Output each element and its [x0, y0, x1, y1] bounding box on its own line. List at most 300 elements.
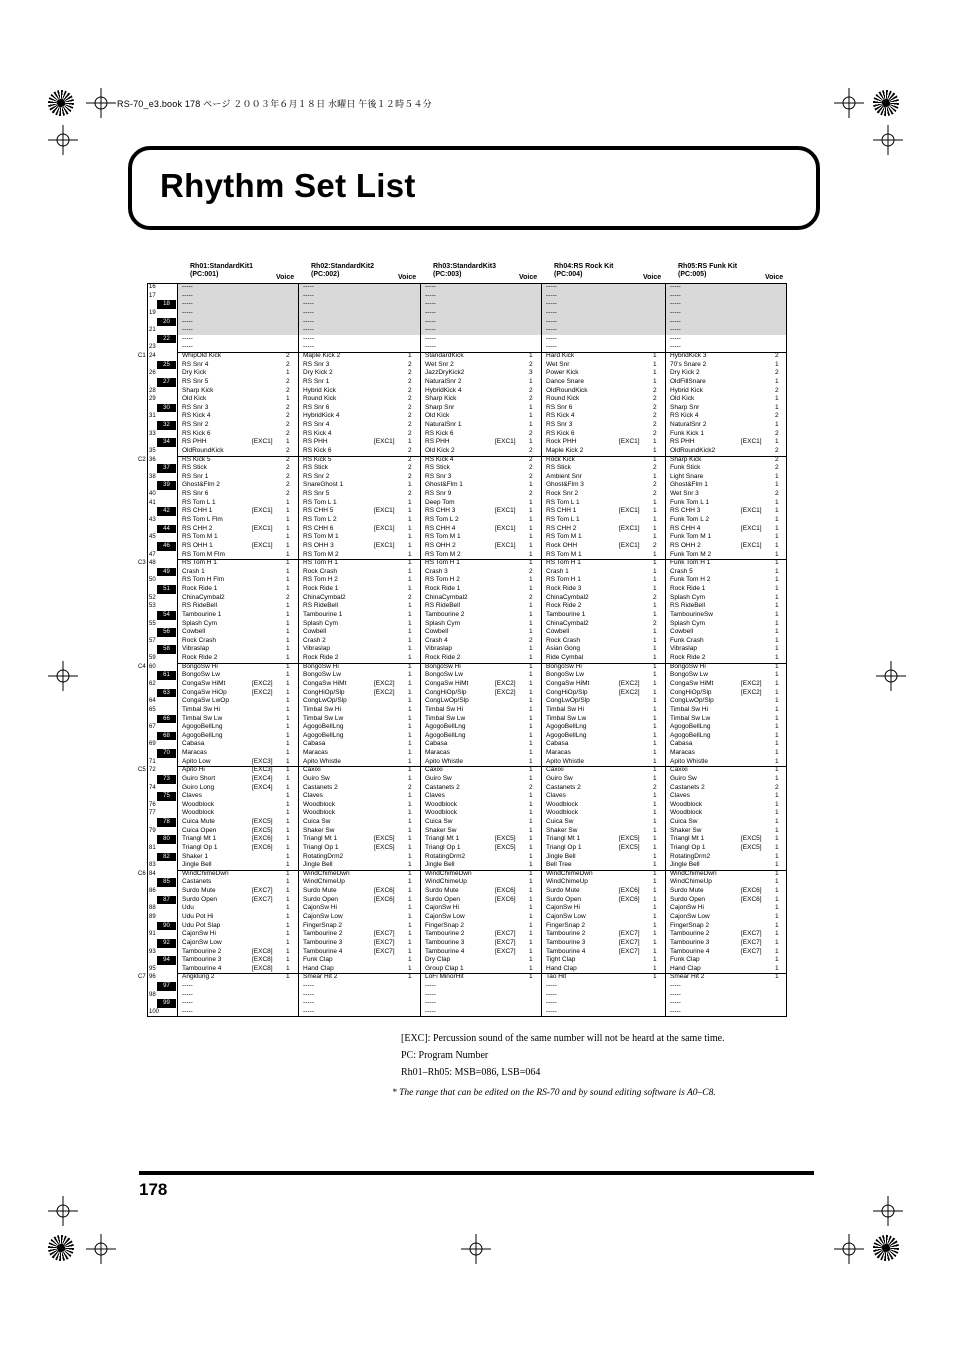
instrument-name: Tambourine 2	[546, 930, 586, 938]
voice-count: 1	[408, 524, 412, 532]
note-number: 24	[149, 353, 156, 360]
voice-count: 1	[529, 826, 533, 834]
instrument-name: WindChimeDwn	[425, 869, 472, 877]
instrument-name: ChinaCymbal2	[303, 593, 346, 601]
instrument-name: RS Tom M 1	[546, 533, 582, 541]
instrument-name: RS Snr 3	[546, 421, 573, 429]
instrument-name: Rock Ride 1	[303, 585, 339, 593]
note-number: 56	[157, 628, 176, 637]
instrument-name: Vibraslap	[425, 645, 452, 653]
exc-group: [EXC1]	[252, 438, 273, 446]
voice-count: 1	[529, 377, 533, 385]
exc-group: [EXC1]	[741, 438, 762, 446]
instrument-name: Triangl Op 1	[303, 843, 339, 851]
voice-count: 1	[408, 654, 412, 662]
note-number: 67	[149, 724, 156, 731]
instrument-name: Surdo Mute	[182, 887, 216, 895]
voice-count: 1	[408, 697, 412, 705]
voice-count: 1	[653, 964, 657, 972]
voice-count: 1	[775, 904, 779, 912]
instrument-name: Bell Tree	[546, 861, 572, 869]
note-number: 39	[157, 481, 176, 490]
instrument-name: Castanets	[182, 878, 212, 886]
instrument-name: Triangl Mt 1	[425, 835, 460, 843]
note-number: 22	[157, 335, 176, 344]
voice-count: 1	[653, 516, 657, 523]
instrument-name: Guiro Sw	[303, 774, 330, 782]
kit-pc: (PC:002)	[311, 271, 340, 278]
voice-count: 1	[529, 403, 533, 411]
registration-mark-icon	[873, 90, 899, 116]
voice-count: 1	[529, 628, 533, 636]
exc-group: [EXC6]	[741, 895, 762, 903]
instrument-name: Crash 1	[546, 567, 569, 575]
voice-count: 1	[286, 576, 290, 584]
voice-count: 1	[286, 671, 290, 679]
voice-count: 1	[408, 516, 412, 523]
instrument-name: CajonSw Hi	[425, 904, 459, 912]
voice-count: 2	[408, 386, 412, 394]
instrument-name: -----	[425, 326, 436, 334]
instrument-name: Crash 1	[182, 567, 205, 575]
instrument-name: Surdo Open	[303, 895, 339, 903]
note-number: 70	[157, 749, 176, 758]
voice-count: 1	[529, 774, 533, 782]
instrument-name: -----	[303, 308, 314, 316]
instrument-name: AgogoBellLng	[425, 731, 466, 739]
voice-count: 1	[775, 472, 779, 480]
voice-count: 1	[408, 964, 412, 972]
voice-count: 1	[775, 524, 779, 532]
instrument-name: Sharp Kick	[670, 455, 702, 463]
voice-count: 2	[286, 593, 290, 601]
instrument-name: Tambourine 2	[303, 930, 343, 938]
voice-count: 1	[775, 507, 779, 515]
note-number: 38	[149, 473, 156, 480]
voice-count: 1	[775, 438, 779, 446]
instrument-name: RotatingDrm2	[303, 852, 344, 860]
voice-count: 2	[408, 412, 412, 420]
voice-count: 1	[286, 550, 290, 558]
voice-count: 1	[408, 645, 412, 653]
instrument-name: Apito Whistle	[303, 757, 341, 765]
instrument-name: Funk Crash	[670, 636, 704, 644]
instrument-name: FingerSnap 2	[425, 921, 465, 929]
note-number: 31	[149, 413, 156, 420]
exc-group: [EXC5]	[741, 835, 762, 843]
note-number: 78	[157, 818, 176, 827]
instrument-name: Wet Snr 2	[425, 360, 454, 368]
voice-count: 1	[653, 766, 657, 774]
voice-count: 1	[653, 602, 657, 610]
voice-count: 2	[286, 429, 290, 437]
instrument-name: ChinaCymbal2	[182, 593, 225, 601]
instrument-name: CongLwOp/Slp	[670, 697, 714, 705]
voice-count: 1	[408, 705, 412, 713]
voice-count: 1	[286, 956, 290, 964]
voice-count: 1	[286, 904, 290, 912]
voice-count: 1	[529, 662, 533, 670]
exc-group: [EXC4]	[252, 783, 273, 791]
instrument-name: BongoSw Hi	[670, 662, 706, 670]
instrument-name: Vibraslap	[182, 645, 209, 653]
instrument-name: StandardKick	[425, 352, 464, 360]
instrument-name: Claves	[303, 792, 323, 800]
exc-group: [EXC7]	[741, 930, 762, 938]
note-number: 95	[149, 965, 156, 972]
instrument-name: -----	[425, 317, 436, 325]
octave-label: C4	[138, 663, 146, 670]
voice-count: 2	[529, 783, 533, 791]
instrument-name: WindChimeDwn	[182, 869, 229, 877]
voice-count: 1	[775, 714, 779, 722]
voice-count: 1	[653, 792, 657, 800]
exc-group: [EXC7]	[741, 947, 762, 955]
voice-count: 1	[286, 930, 290, 938]
voice-count: 1	[286, 507, 290, 515]
instrument-name: Ghost&Flm 3	[546, 481, 584, 489]
instrument-name: BongoSw Hi	[182, 662, 218, 670]
instrument-name: FingerSnap 2	[546, 921, 586, 929]
instrument-name: Castanets 2	[425, 783, 460, 791]
instrument-name: Tambourine 2	[425, 930, 465, 938]
instrument-name: Cuica Sw	[670, 818, 698, 826]
instrument-name: ChinaCymbal2	[546, 593, 589, 601]
instrument-name: -----	[670, 343, 681, 351]
instrument-name: Tambourine 1	[182, 610, 222, 618]
voice-count: 1	[653, 507, 657, 515]
instrument-name: Wet Snr	[546, 360, 570, 368]
exc-group: [EXC2]	[619, 679, 640, 687]
instrument-name: -----	[182, 317, 193, 325]
exc-group: [EXC7]	[252, 895, 273, 903]
instrument-name: -----	[182, 308, 193, 316]
instrument-name: Splash Cym	[303, 619, 339, 627]
octave-label: C2	[138, 456, 146, 463]
instrument-name: 70's Snare 2	[670, 360, 707, 368]
note-number: 36	[149, 456, 156, 463]
instrument-name: RS PHH	[425, 438, 450, 446]
note-number: 21	[149, 327, 156, 334]
instrument-name: Guiro Sw	[425, 774, 452, 782]
voice-count: 1	[408, 921, 412, 929]
instrument-name: Rock Ride 2	[670, 654, 706, 662]
voice-count: 2	[653, 429, 657, 437]
instrument-name: Triangl Op 1	[425, 843, 461, 851]
note-number: 20	[157, 318, 176, 327]
instrument-name: RS Snr 5	[182, 377, 209, 385]
instrument-name: CongaSw HiMt	[182, 679, 226, 687]
voice-count: 1	[408, 861, 412, 869]
voice-count: 1	[529, 904, 533, 912]
voice-count: 1	[408, 852, 412, 860]
note-pc: PC: Program Number	[401, 1050, 489, 1061]
voice-count: 1	[529, 912, 533, 920]
note-exc: [EXC]: Percussion sound of the same number will not be heard at the same time.	[401, 1033, 725, 1044]
instrument-name: RS Snr 3	[425, 472, 452, 480]
instrument-name: -----	[546, 283, 557, 290]
exc-group: [EXC5]	[495, 843, 516, 851]
footnote: * The range that can be edited on the RS-70 and by sound editing software is A0–C8.	[392, 1088, 716, 1098]
instrument-name: RS RideBell	[425, 602, 461, 610]
instrument-name: -----	[425, 982, 436, 990]
voice-count: 1	[286, 973, 290, 981]
instrument-name: -----	[546, 300, 557, 308]
voice-count: 1	[653, 973, 657, 981]
voice-count: 2	[286, 490, 290, 498]
voice-count: 2	[286, 412, 290, 420]
voice-count: 1	[653, 645, 657, 653]
exc-group: [EXC5]	[252, 818, 273, 826]
voice-count: 1	[286, 369, 290, 377]
voice-count: 1	[653, 731, 657, 739]
voice-count: 2	[286, 455, 290, 463]
note-number: 53	[149, 603, 156, 610]
note-number: 18	[157, 300, 176, 309]
voice-count: 1	[529, 610, 533, 618]
note-number: 90	[157, 922, 176, 931]
instrument-name: Dry Kick 2	[303, 369, 333, 377]
voice-count: 1	[529, 930, 533, 938]
instrument-name: RS Kick 6	[303, 446, 332, 454]
instrument-name: RS OHH 3	[303, 541, 334, 549]
instrument-name: Cuica Open	[182, 826, 217, 834]
voice-count: 1	[529, 947, 533, 955]
instrument-name: Maracas	[182, 749, 207, 757]
note-number: 94	[157, 956, 176, 965]
note-number: 73	[157, 775, 176, 784]
instrument-name: RS Snr 1	[182, 472, 209, 480]
note-number: 98	[149, 991, 156, 998]
column-rule	[298, 283, 299, 1017]
note-number: 71	[149, 758, 156, 765]
instrument-name: Cuica Mute	[182, 818, 215, 826]
crosshair-icon	[48, 125, 78, 155]
exc-group: [EXC2]	[252, 688, 273, 696]
note-number: 69	[149, 741, 156, 748]
instrument-name: Funk Tom M 2	[670, 550, 712, 558]
octave-label: C3	[138, 560, 146, 567]
instrument-name: Rock OHH	[546, 541, 578, 549]
voice-label: Voice	[765, 274, 784, 281]
instrument-name: Funk Tom M 1	[670, 533, 712, 541]
instrument-name: Timbal Sw Lw	[425, 714, 466, 722]
voice-count: 1	[775, 481, 779, 489]
voice-count: 2	[775, 490, 779, 498]
instrument-name: Funk Stick	[670, 464, 701, 472]
crosshair-icon	[48, 661, 78, 691]
instrument-name: Apito Whistle	[425, 757, 463, 765]
instrument-name: RS Kick 4	[670, 412, 699, 420]
instrument-name: Hand Clap	[546, 964, 577, 972]
voice-count: 1	[653, 774, 657, 782]
kit-header	[433, 263, 496, 279]
note-number: 97	[157, 982, 176, 991]
instrument-name: -----	[303, 300, 314, 308]
note-number: 64	[149, 698, 156, 705]
exc-group: [EXC5]	[619, 835, 640, 843]
exc-group: [EXC5]	[252, 826, 273, 834]
note-number: 88	[149, 905, 156, 912]
instrument-name: HybridKick 4	[303, 412, 340, 420]
instrument-name: Rock Kick	[546, 455, 575, 463]
note-number: 91	[149, 931, 156, 938]
voice-count: 1	[653, 697, 657, 705]
voice-count: 1	[408, 567, 412, 575]
instrument-name: BongoSw Lw	[182, 671, 220, 679]
instrument-name: Deep Tom	[425, 498, 455, 506]
instrument-name: OldRoundKick	[546, 386, 588, 394]
instrument-name: Apito Hi	[182, 766, 205, 774]
instrument-name: Jingle Bell	[670, 861, 700, 869]
voice-count: 1	[286, 619, 290, 627]
exc-group: [EXC5]	[495, 835, 516, 843]
instrument-name: RS Tom L 1	[182, 498, 216, 506]
instrument-name: CongHiOp/Slp	[425, 688, 467, 696]
instrument-name: Tambourine 4	[670, 947, 710, 955]
voice-count: 1	[653, 567, 657, 575]
file-header: RS-70_e3.book 178 ページ ２００３年６月１８日 水曜日 午後１２時５４分	[117, 99, 432, 109]
voice-count: 1	[408, 610, 412, 618]
instrument-name: Ghost&Flm 1	[670, 481, 708, 489]
instrument-name: -----	[425, 990, 436, 998]
note-number: 84	[149, 870, 156, 877]
voice-count: 1	[653, 559, 657, 567]
instrument-name: Woodblock	[182, 800, 215, 808]
instrument-name: WindChimeUp	[425, 878, 467, 886]
note-number: 52	[149, 594, 156, 601]
instrument-name: Timbal Sw Lw	[546, 714, 587, 722]
note-number: 33	[149, 430, 156, 437]
voice-count: 1	[653, 895, 657, 903]
voice-count: 2	[653, 464, 657, 472]
instrument-name: RS Stick	[546, 464, 571, 472]
voice-count: 1	[286, 809, 290, 817]
voice-count: 1	[408, 550, 412, 558]
voice-count: 1	[653, 809, 657, 817]
instrument-name: -----	[303, 283, 314, 290]
instrument-name: Timbal Sw Hi	[425, 705, 464, 713]
instrument-name: -----	[425, 1007, 436, 1015]
instrument-name: BongoSw Hi	[425, 662, 461, 670]
instrument-name: RS Snr 4	[303, 421, 330, 429]
voice-count: 2	[775, 386, 779, 394]
voice-count: 1	[653, 610, 657, 618]
exc-group: [EXC2]	[495, 679, 516, 687]
instrument-name: FingerSnap 2	[303, 921, 343, 929]
kit-name: Rh05:RS Funk Kit	[678, 263, 738, 270]
instrument-name: -----	[670, 326, 681, 334]
voice-count: 1	[653, 921, 657, 929]
instrument-name: RS Tom M Flm	[182, 550, 225, 558]
voice-count: 1	[775, 792, 779, 800]
voice-count: 1	[529, 507, 533, 515]
instrument-name: Woodblock	[425, 809, 458, 817]
instrument-name: -----	[182, 982, 193, 990]
instrument-name: -----	[182, 300, 193, 308]
voice-count: 1	[286, 783, 290, 791]
instrument-name: Caxixi	[546, 766, 564, 774]
instrument-name: -----	[182, 283, 193, 290]
instrument-name: Timbal Sw Lw	[182, 714, 223, 722]
instrument-name: Funk Kick 1	[670, 429, 704, 437]
instrument-name: Surdo Mute	[303, 887, 337, 895]
voice-count: 1	[286, 438, 290, 446]
instrument-name: Triangl Mt 1	[182, 835, 217, 843]
instrument-name: Cuica Sw	[303, 818, 331, 826]
voice-count: 1	[775, 697, 779, 705]
instrument-name: Maple Kick 2	[546, 446, 584, 454]
note-number: 82	[157, 853, 176, 862]
voice-count: 1	[529, 438, 533, 446]
instrument-name: -----	[303, 291, 314, 299]
instrument-name: -----	[182, 990, 193, 998]
kit-pc: (PC:005)	[678, 271, 707, 278]
exc-group: [EXC3]	[252, 766, 273, 774]
instrument-name: Sharp Kick	[182, 386, 214, 394]
instrument-name: AgogoBellLng	[182, 723, 223, 731]
exc-group: [EXC7]	[495, 930, 516, 938]
voice-count: 1	[653, 843, 657, 851]
voice-count: 1	[408, 749, 412, 757]
kit-pc: (PC:004)	[554, 271, 583, 278]
instrument-name: Tambourine 3	[182, 956, 222, 964]
exc-group: [EXC5]	[741, 843, 762, 851]
instrument-name: RS Snr 1	[303, 377, 330, 385]
instrument-name: Crash 4	[425, 636, 448, 644]
instrument-name: RS CHH 4	[670, 524, 701, 532]
instrument-name: RS Tom L 1	[303, 498, 337, 506]
voice-count: 1	[653, 878, 657, 886]
voice-count: 2	[408, 446, 412, 454]
footer-rule	[139, 1171, 814, 1175]
instrument-name: Claves	[546, 792, 566, 800]
instrument-name: Surdo Open	[182, 895, 218, 903]
note-number: 100	[149, 1008, 160, 1015]
kit-pc: (PC:003)	[433, 271, 462, 278]
instrument-name: Guiro Short	[182, 774, 216, 782]
instrument-name: Rock Ride 1	[182, 585, 218, 593]
voice-count: 1	[408, 636, 412, 644]
voice-count: 1	[408, 938, 412, 946]
instrument-name: Guiro Long	[182, 783, 215, 791]
voice-count: 1	[529, 878, 533, 886]
voice-count: 1	[653, 947, 657, 955]
exc-group: [EXC6]	[741, 887, 762, 895]
voice-count: 1	[775, 403, 779, 411]
voice-count: 1	[286, 524, 290, 532]
voice-count: 1	[775, 895, 779, 903]
voice-count: 2	[529, 429, 533, 437]
voice-count: 1	[408, 878, 412, 886]
instrument-name: RS PHH	[182, 438, 207, 446]
instrument-name: Surdo Mute	[546, 887, 580, 895]
instrument-name: RS PHH	[303, 438, 328, 446]
voice-count: 1	[408, 576, 412, 584]
voice-count: 1	[775, 671, 779, 679]
instrument-name: BongoSw Lw	[670, 671, 708, 679]
instrument-name: Tambourine 4	[303, 947, 343, 955]
instrument-name: Timbal Sw Hi	[546, 705, 585, 713]
voice-count: 1	[408, 904, 412, 912]
instrument-name: BongoSw Lw	[303, 671, 341, 679]
instrument-name: RS Tom M 2	[303, 550, 339, 558]
voice-count: 1	[408, 956, 412, 964]
voice-count: 2	[775, 429, 779, 437]
instrument-name: -----	[670, 990, 681, 998]
voice-count: 1	[653, 800, 657, 808]
instrument-name: Funk Tom H 1	[670, 559, 711, 567]
